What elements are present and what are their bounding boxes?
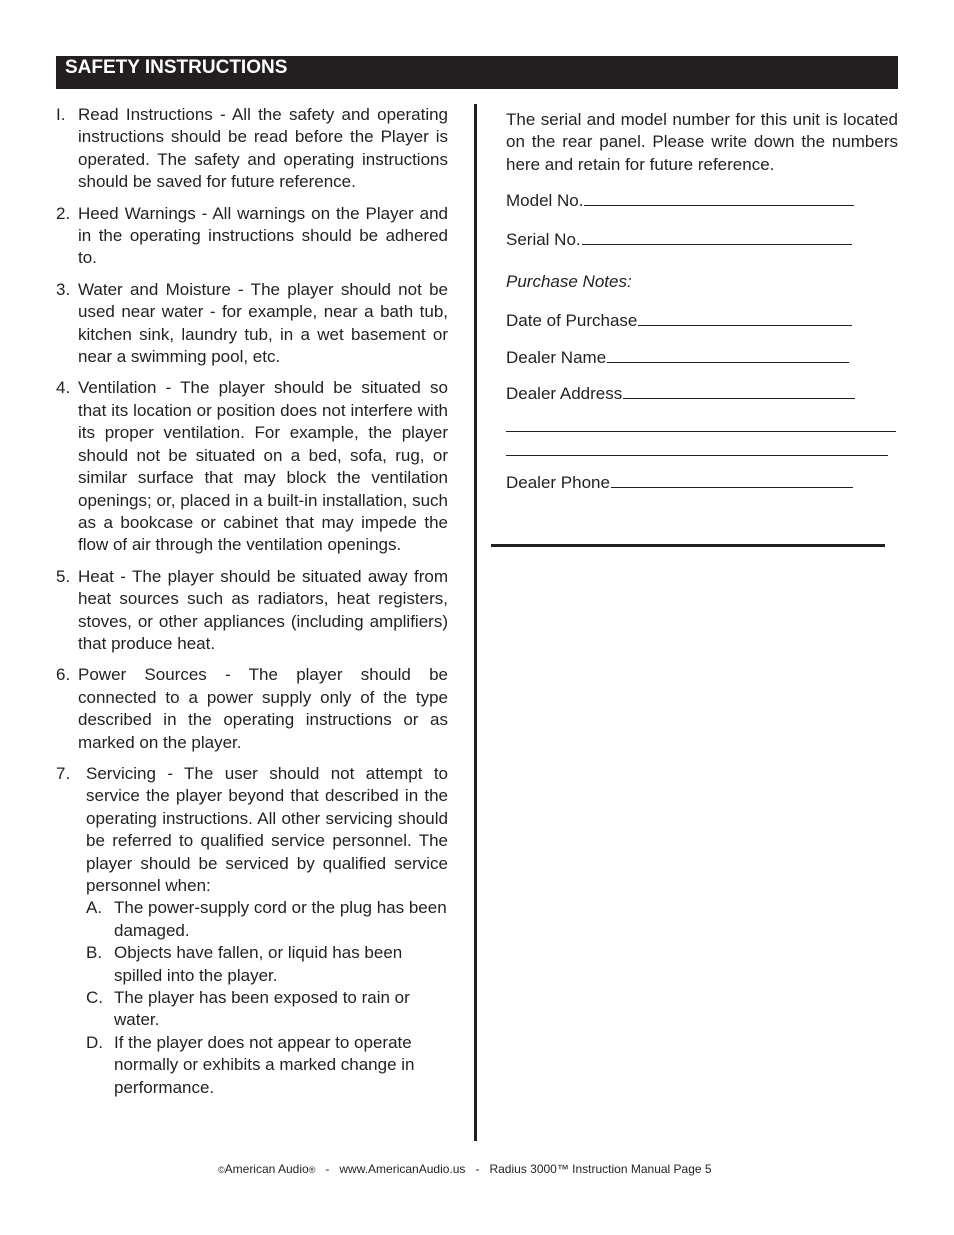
purchase-notes-heading: Purchase Notes: bbox=[506, 272, 632, 292]
sub-list-item bbox=[86, 942, 448, 987]
dealer-address-line[interactable] bbox=[623, 397, 855, 399]
company-name: American Audio bbox=[224, 1162, 309, 1176]
item-number: 4. bbox=[56, 378, 71, 398]
item-text: Servicing - The user should not attempt to service the player beyond that described in the operating instructions. All other servicing should be referred to qualified service personnel. The player should be serviced by qualified service personnel when: bbox=[86, 763, 448, 895]
model-number-label: Model No. bbox=[506, 191, 584, 211]
list-item bbox=[56, 763, 448, 1099]
sub-list-item bbox=[86, 1032, 448, 1099]
model-number-line[interactable] bbox=[584, 204, 854, 206]
footer-separator: - bbox=[475, 1162, 480, 1176]
item-text: Ventilation - The player should be situated so that its location or position does not interfere with its proper ventilation. For example, the player should not be situated on a bed, sofa, rug, or similar surface that may block the ventilation openings; or, placed in a built-in installation, such as a bookcase or cabinet that may impede the flow of air through the ventilation openings. bbox=[78, 378, 448, 555]
item-text: Read Instructions - All the safety and operating instructions should be read before the Player is operated. The safety and operating instructions should be saved for future reference. bbox=[78, 105, 448, 192]
item-number: 6. bbox=[56, 665, 71, 685]
serial-info-paragraph: The serial and model number for this unit is located on the rear panel. Please write down the numbers here and retain for future reference. bbox=[506, 110, 898, 174]
unit-record-panel bbox=[506, 109, 898, 494]
servicing-conditions bbox=[86, 897, 448, 1099]
sub-item-text: Objects have fallen, or liquid has been spilled into the player. bbox=[114, 943, 403, 985]
registered-symbol: ® bbox=[308, 1165, 316, 1175]
website-link[interactable]: www.AmericanAudio.us bbox=[339, 1162, 466, 1176]
dealer-name-line[interactable] bbox=[607, 361, 849, 363]
list-item bbox=[56, 203, 448, 270]
manual-page-label: Radius 3000™ Instruction Manual Page 5 bbox=[489, 1162, 712, 1176]
item-number: I. bbox=[56, 105, 66, 124]
dealer-address-field[interactable] bbox=[506, 383, 898, 405]
dealer-name-label: Dealer Name bbox=[506, 347, 607, 367]
section-header bbox=[56, 56, 898, 89]
panel-bottom-rule bbox=[491, 544, 885, 547]
serial-number-field[interactable] bbox=[506, 229, 898, 251]
sub-item-text: If the player does not appear to operate normally or exhibits a marked change in performance. bbox=[114, 1032, 415, 1097]
copyright-symbol: © bbox=[218, 1165, 225, 1175]
safety-instructions-list bbox=[56, 104, 448, 1108]
date-of-purchase-label: Date of Purchase bbox=[506, 311, 638, 331]
sub-item-text: The power-supply cord or the plug has been damaged. bbox=[114, 898, 447, 940]
dealer-phone-line[interactable] bbox=[611, 486, 853, 488]
item-number: 5. bbox=[56, 566, 71, 586]
item-text: Water and Moisture - The player should not be used near water - for example, near a bath tub, kitchen sink, laundry tub, in a wet basement or near a swimming pool, etc. bbox=[78, 279, 448, 367]
item-number: 2. bbox=[56, 203, 71, 223]
item-text: Heat - The player should be situated away from heat sources such as radiators, heat registers, stoves, or other appliances (including amplifiers) that produce heat. bbox=[78, 566, 448, 653]
sub-item-text: The player has been exposed to rain or water. bbox=[114, 988, 410, 1030]
list-item bbox=[56, 279, 448, 369]
list-item bbox=[56, 664, 448, 754]
dealer-phone-field[interactable] bbox=[506, 472, 898, 494]
date-of-purchase-field[interactable] bbox=[506, 310, 898, 332]
serial-number-label: Serial No. bbox=[506, 229, 581, 249]
dealer-phone-label: Dealer Phone bbox=[506, 472, 610, 492]
dealer-address-label: Dealer Address bbox=[506, 384, 623, 404]
footer-separator: - bbox=[325, 1162, 330, 1176]
item-text: Power Sources - The player should be connected to a power supply only of the type described in the operating instructions or as marked on the player. bbox=[78, 665, 448, 752]
sub-item-letter: C. bbox=[86, 988, 103, 1008]
model-number-field[interactable] bbox=[506, 190, 898, 212]
page-title: SAFETY INSTRUCTIONS bbox=[65, 57, 288, 78]
dealer-address-line-3[interactable] bbox=[506, 454, 888, 456]
dealer-address-line-2[interactable] bbox=[506, 430, 896, 432]
list-item bbox=[56, 566, 448, 656]
list-item bbox=[56, 104, 448, 194]
sub-item-letter: A. bbox=[86, 898, 103, 918]
dealer-name-field[interactable] bbox=[506, 347, 898, 369]
item-text: Heed Warnings - All warnings on the Player and in the operating instructions should be adhered to. bbox=[78, 203, 448, 268]
date-of-purchase-line[interactable] bbox=[638, 324, 852, 326]
sub-item-letter: B. bbox=[86, 943, 103, 963]
list-item bbox=[56, 377, 448, 556]
sub-list-item bbox=[86, 987, 448, 1032]
sub-list-item bbox=[86, 897, 448, 942]
serial-number-line[interactable] bbox=[582, 243, 852, 245]
item-number: 3. bbox=[56, 279, 71, 299]
sub-item-letter: D. bbox=[86, 1032, 103, 1052]
item-number: 7. bbox=[56, 763, 71, 783]
column-divider bbox=[474, 104, 477, 1141]
